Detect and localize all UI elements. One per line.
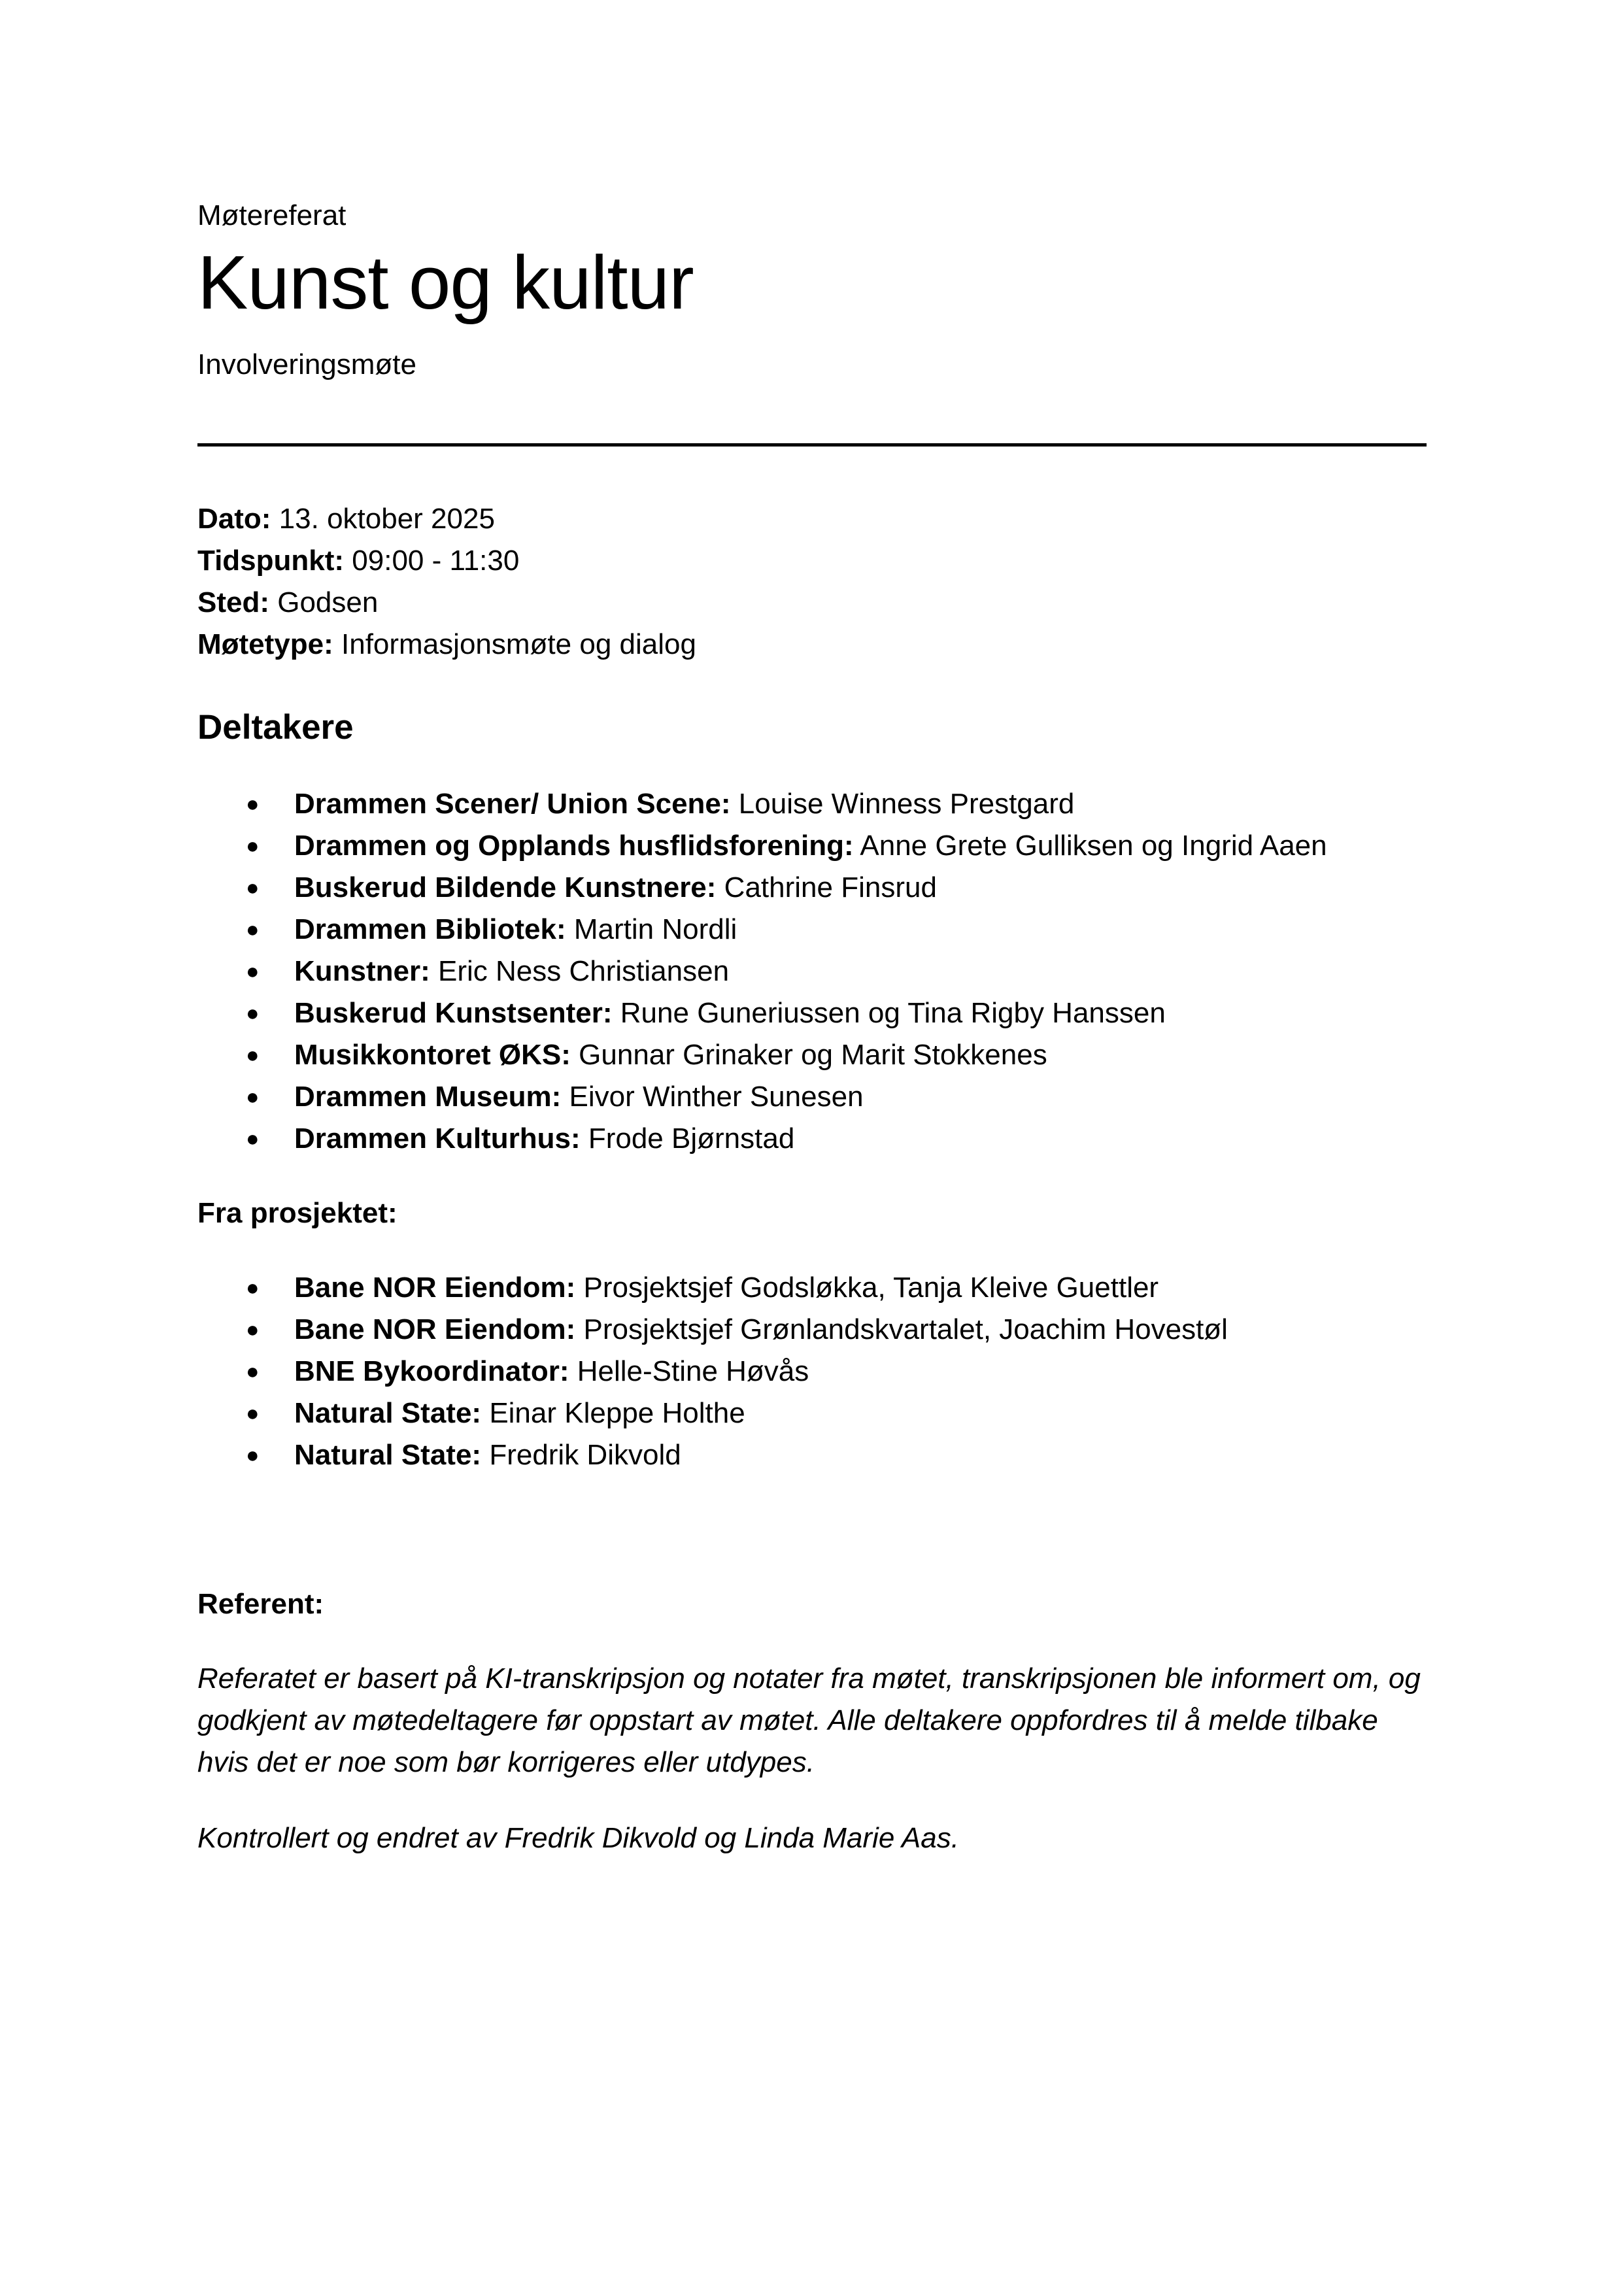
organization: Natural State:	[294, 1397, 482, 1429]
meta-meeting-type	[197, 624, 696, 666]
organization: Drammen og Opplands husflidsforening:	[294, 830, 854, 862]
meta-label: Møtetype:	[197, 628, 333, 660]
meta-time	[197, 540, 696, 582]
list-item	[197, 1076, 1327, 1118]
meta-label: Tidspunkt:	[197, 545, 345, 577]
meta-location	[197, 582, 696, 624]
organization: Buskerud Kunstsenter:	[294, 997, 613, 1029]
organization: Buskerud Bildende Kunstnere:	[294, 871, 717, 903]
participant-names: Helle-Stine Høvås	[577, 1355, 809, 1387]
meta-value: 09:00 - 11:30	[352, 545, 520, 577]
participant-names: Prosjektsjef Godsløkka, Tanja Kleive Guettler	[583, 1272, 1159, 1304]
participant-names: Eric Ness Christiansen	[438, 955, 730, 987]
participant-names: Anne Grete Gulliksen og Ingrid Aaen	[860, 830, 1327, 862]
page-title: Kunst og kultur	[197, 240, 694, 325]
list-item	[197, 825, 1327, 867]
bullet-icon: ●	[246, 917, 260, 942]
meta-value: 13. oktober 2025	[279, 503, 495, 535]
horizontal-divider	[197, 443, 1427, 447]
meta-label: Dato:	[197, 503, 271, 535]
list-item	[197, 1392, 1228, 1434]
list-item	[197, 783, 1327, 825]
meta-date	[197, 498, 696, 540]
organization: Bane NOR Eiendom:	[294, 1272, 576, 1304]
organization: Musikkontoret ØKS:	[294, 1039, 571, 1071]
organization: Drammen Museum:	[294, 1081, 562, 1113]
meta-label: Sted:	[197, 586, 269, 618]
list-item	[197, 1351, 1228, 1392]
organization: Drammen Kulturhus:	[294, 1122, 581, 1155]
participants-list	[197, 783, 1327, 1160]
project-heading: Fra prosjektet:	[197, 1197, 398, 1229]
bullet-icon: ●	[246, 1359, 260, 1384]
participant-names: Einar Kleppe Holthe	[489, 1397, 745, 1429]
project-list	[197, 1267, 1228, 1476]
participant-names: Fredrik Dikvold	[489, 1439, 681, 1471]
bullet-icon: ●	[246, 792, 260, 817]
list-item	[197, 867, 1327, 909]
bullet-icon: ●	[246, 1317, 260, 1342]
list-item	[197, 909, 1327, 951]
meta-value: Informasjonsmøte og dialog	[341, 628, 696, 660]
participant-names: Louise Winness Prestgard	[738, 788, 1075, 820]
transcription-note: Referatet er basert på KI-transkripsjon og notater fra møtet, transkripsjonen ble informert om, og godkjent av møtedeltagere før oppstart av møtet. Alle deltakere oppfordres til å melde tilbake hvis det er noe som bør korrigeres eller utdypes.	[197, 1662, 1421, 1778]
bullet-icon: ●	[246, 1126, 260, 1151]
list-item	[197, 1267, 1228, 1309]
participant-names: Martin Nordli	[573, 913, 737, 945]
list-item	[197, 1118, 1327, 1160]
bullet-icon: ●	[246, 1085, 260, 1109]
bullet-icon: ●	[246, 959, 260, 984]
list-item	[197, 1309, 1228, 1351]
bullet-icon: ●	[246, 1401, 260, 1426]
organization: BNE Bykoordinator:	[294, 1355, 569, 1387]
bullet-icon: ●	[246, 1043, 260, 1068]
meeting-details	[197, 498, 696, 666]
meta-value: Godsen	[277, 586, 379, 618]
participant-names: Eivor Winther Sunesen	[569, 1081, 864, 1113]
list-item	[197, 951, 1327, 992]
organization: Bane NOR Eiendom:	[294, 1313, 576, 1345]
review-note: Kontrollert og endret av Fredrik Dikvold og Linda Marie Aas.	[197, 1822, 959, 1854]
list-item	[197, 992, 1327, 1034]
participant-names: Gunnar Grinaker og Marit Stokkenes	[579, 1039, 1047, 1071]
organization: Drammen Bibliotek:	[294, 913, 566, 945]
organization: Drammen Scener/ Union Scene:	[294, 788, 731, 820]
organization: Kunstner:	[294, 955, 430, 987]
participant-names: Frode Bjørnstad	[588, 1122, 795, 1155]
page-subtitle: Involveringsmøte	[197, 348, 417, 380]
document-type: Møtereferat	[197, 199, 347, 231]
bullet-icon: ●	[246, 875, 260, 900]
referent-heading: Referent:	[197, 1588, 324, 1620]
participants-heading: Deltakere	[197, 708, 354, 747]
bullet-icon: ●	[246, 1443, 260, 1468]
list-item	[197, 1034, 1327, 1076]
organization: Natural State:	[294, 1439, 482, 1471]
participant-names: Prosjektsjef Grønlandskvartalet, Joachim Hovestøl	[583, 1313, 1228, 1345]
bullet-icon: ●	[246, 1275, 260, 1300]
participant-names: Rune Guneriussen og Tina Rigby Hanssen	[620, 997, 1166, 1029]
list-item	[197, 1434, 1228, 1476]
bullet-icon: ●	[246, 1001, 260, 1026]
participant-names: Cathrine Finsrud	[724, 871, 937, 903]
bullet-icon: ●	[246, 834, 260, 858]
